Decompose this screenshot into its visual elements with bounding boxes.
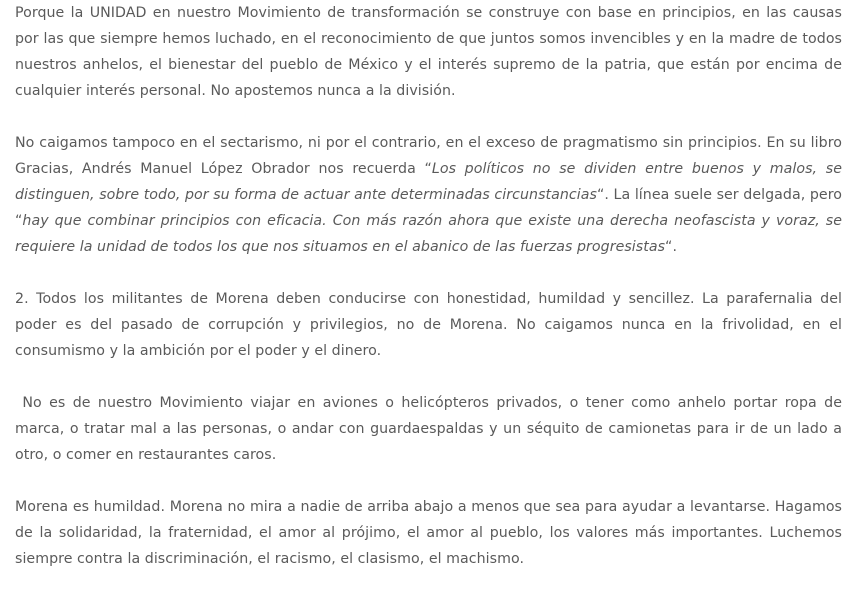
paragraph-sectarismo (15, 130, 842, 260)
paragraph-sectarismo-text-c: “. (665, 239, 678, 255)
quote-principios-eficacia: hay que combinar principios con eficacia. Con más razón ahora que existe una derecha neofascista y voraz, se requiere la unidad de todos los que nos situamos en el abanico de las fuerzas progresistas (15, 213, 842, 255)
article-body (15, 0, 847, 598)
paragraph-unidad: Porque la UNIDAD en nuestro Movimiento de transformación se construye con base en principios, en las causas por las que siempre hemos luchado, en el reconocimiento de que juntos somos invencibles y en la madre de todos nuestros anhelos, el bienestar del pueblo de México y el interés supremo de la patria, que están por encima de cualquier interés personal. No apostemos nunca a la división. (15, 5, 842, 99)
paragraph-sectarismo-text-b: “. La línea suele ser delgada, pero “ (15, 187, 842, 229)
paragraph-humildad: Morena es humildad. Morena no mira a nadie de arriba abajo a menos que sea para ayudar a levantarse. Hagamos de la solidaridad, la fraternidad, el amor al prójimo, el amor al pueblo, los valores más importantes. Luchemos siempre contra la discriminación, el racismo, el clasismo, el machismo. (15, 499, 842, 567)
paragraph-honestidad: 2. Todos los militantes de Morena deben conducirse con honestidad, humildad y sencillez. La parafernalia del poder es del pasado de corrupción y privilegios, no de Morena. No caigamos nunca en la frivolidad, en el consumismo y la ambición por el poder y el dinero. (15, 291, 842, 359)
paragraph-movimiento: No es de nuestro Movimiento viajar en aviones o helicópteros privados, o tener como anhelo portar ropa de marca, o tratar mal a las personas, o andar con guardaespaldas y un séquito de camionetas para ir de un lado a otro, o comer en restaurantes caros. (15, 395, 847, 463)
quote-politicos: Los políticos no se dividen entre buenos y malos, se distinguen, sobre todo, por su forma de actuar ante determinadas circunstancias (15, 161, 842, 203)
paragraph-sectarismo-text-a: No caigamos tampoco en el sectarismo, ni por el contrario, en el exceso de pragmatismo sin principios. En su libro Gracias, Andrés Manuel López Obrador nos recuerda “ (15, 135, 842, 177)
